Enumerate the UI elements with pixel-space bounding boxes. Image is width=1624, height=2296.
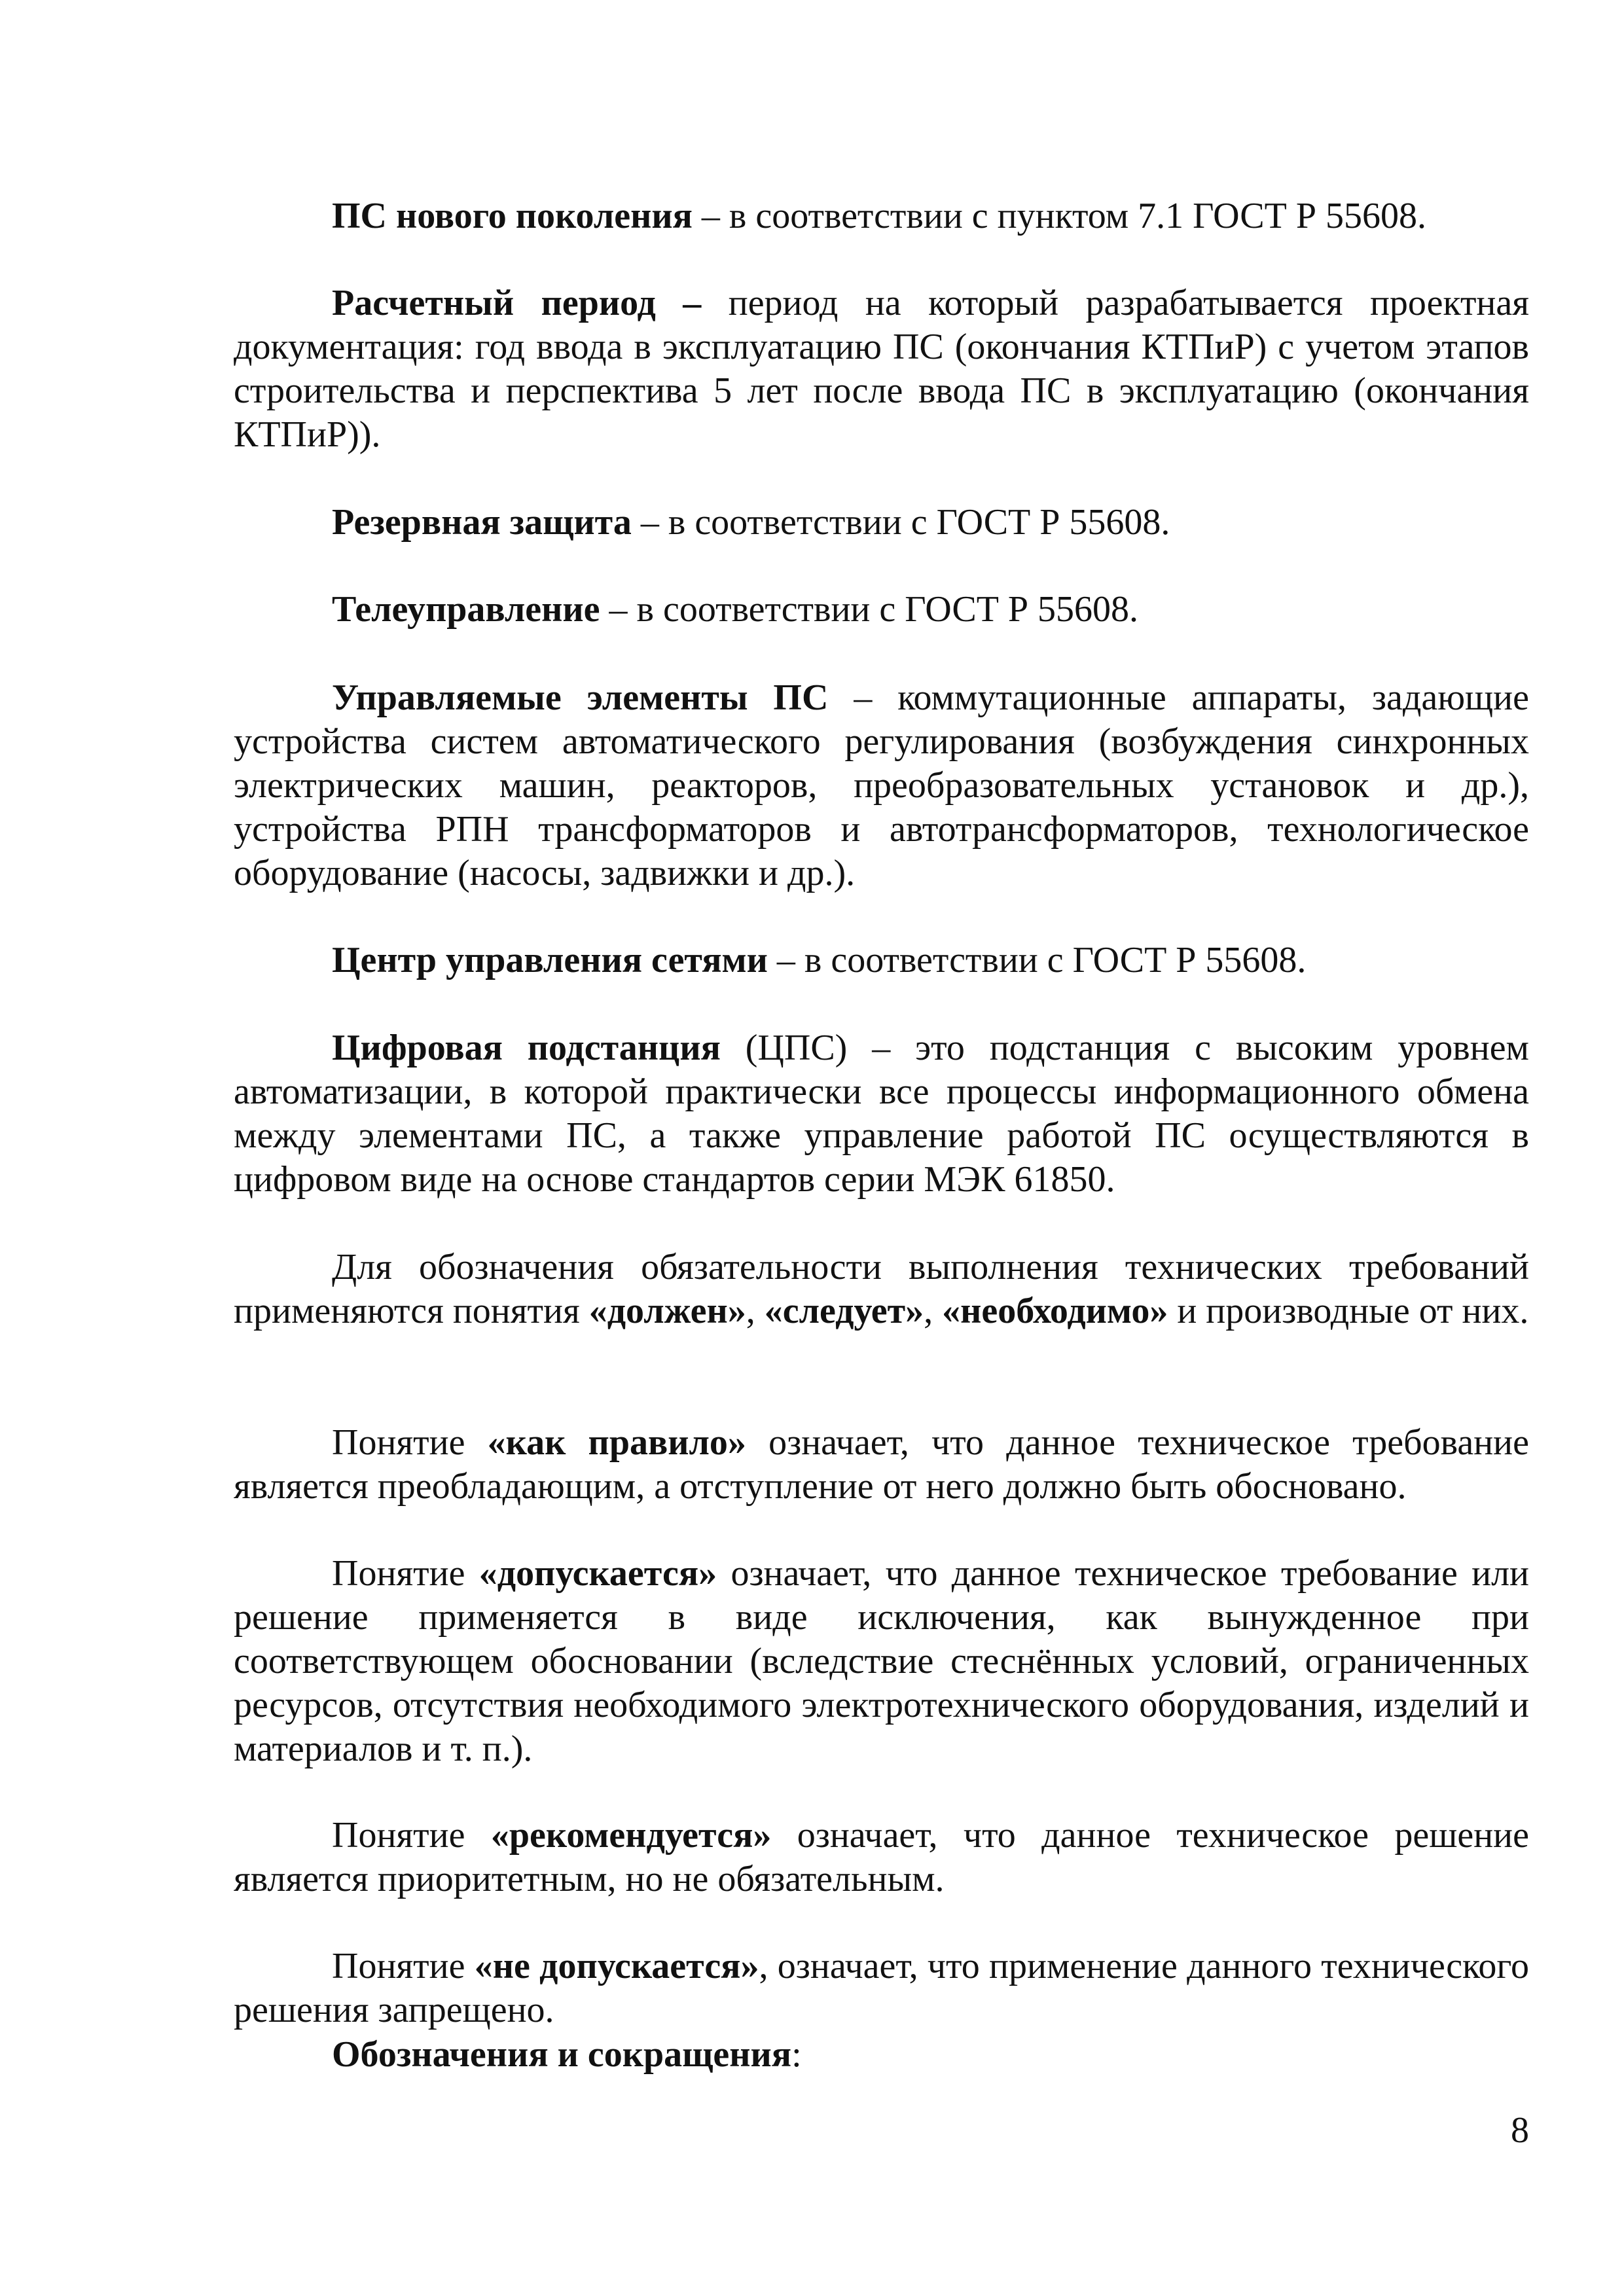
definition-text: – в соответствии с пунктом 7.1 ГОСТ Р 55608. (692, 196, 1426, 236)
paragraph-lead: Понятие (332, 1946, 475, 1986)
definition-telecontrol (234, 588, 1529, 632)
paragraph-text: Для обозначения обязательности выполнения технических требований применяются понятия (234, 1247, 1529, 1331)
paragraph-lead: Понятие (332, 1815, 491, 1856)
definition-backup-protection (234, 501, 1529, 545)
heading-colon: : (791, 2034, 802, 2075)
definition-text: период на который разрабатывается проектная документация: год ввода в эксплуатацию ПС (окончания КТПиР) с учетом этапов строительства и перспектива 5 лет после ввода ПС в эксплуатацию (окончания КТПиР)). (234, 283, 1529, 455)
separator: , (924, 1291, 943, 1331)
term-telecontrol: Телеуправление (332, 589, 600, 630)
term-should: «следует» (764, 1291, 924, 1331)
heading-abbreviations: Обозначения и сокращения (332, 2034, 792, 2075)
paragraph-lead: Понятие (332, 1422, 488, 1463)
paragraph-not-allowed (234, 1945, 1529, 2032)
paragraph-text: и производные от них. (1168, 1291, 1529, 1331)
definition-controlled-elements (234, 676, 1529, 895)
page-number: 8 (1511, 2110, 1529, 2151)
paragraph-text: означает, что данное техническое требование является преобладающим, а отступление от него должно быть обосновано. (234, 1422, 1529, 1507)
definition-text: – в соответствии с ГОСТ Р 55608. (767, 940, 1307, 980)
paragraph-as-a-rule (234, 1421, 1529, 1509)
definition-calc-period (234, 281, 1529, 457)
paragraph-text: означает, что данное техническое требование или решение применяется в виде исключения, как вынужденное при соответствующем обосновании (вследствие стеснённых условий, ограниченных ресурсов, отсутствия необходимого электротехнического оборудования, изделий и материалов и т. п.). (234, 1553, 1529, 1769)
term-digital-substation: Цифровая подстанция (332, 1028, 721, 1068)
term-ps-new-generation: ПС нового поколения (332, 196, 693, 236)
term-controlled-elements: Управляемые элементы ПС (332, 677, 829, 718)
term-calc-period: Расчетный период – (332, 283, 702, 323)
definition-digital-substation (234, 1026, 1529, 1202)
paragraph-lead: Понятие (332, 1553, 479, 1594)
term-necessary: «необходимо» (942, 1291, 1168, 1331)
term-must: «должен» (588, 1291, 746, 1331)
separator: , (746, 1291, 765, 1331)
term-network-control-center: Центр управления сетями (332, 940, 768, 980)
definition-network-control-center (234, 939, 1529, 982)
term-as-a-rule: «как правило» (487, 1422, 746, 1463)
definition-text: – коммутационные аппараты, задающие устройства систем автоматического регулирования (возбуждения синхронных электрических машин, реакторов, преобразовательных установок и др.), устройства РПН трансформаторов и автотрансформаторов, технологическое оборудование (насосы, задвижки и др.). (234, 677, 1530, 893)
term-not-allowed: «не допускается» (474, 1946, 759, 1986)
section-heading-abbreviations (234, 2033, 1529, 2077)
paragraph-recommended (234, 1814, 1529, 1901)
term-allowed: «допускается» (478, 1553, 717, 1594)
definition-text: (ЦПС) – это подстанция с высоким уровнем автоматизации, в которой практически все процессы информационного обмена между элементами ПС, а также управление работой ПС осуществляются в цифровом виде на основе стандартов серии МЭК 61850. (234, 1028, 1529, 1200)
definition-ps-new-generation (234, 194, 1529, 238)
paragraph-text: означает, что данное техническое решение является приоритетным, но не обязательным. (234, 1815, 1530, 1899)
definition-text: – в соответствии с ГОСТ Р 55608. (631, 502, 1170, 543)
paragraph-allowed (234, 1552, 1529, 1771)
term-backup-protection: Резервная защита (332, 502, 632, 543)
paragraph-obligation-terms (234, 1246, 1529, 1333)
term-recommended: «рекомендуется» (490, 1815, 772, 1856)
paragraph-text: , означает, что применение данного технического решения запрещено. (234, 1946, 1529, 2030)
definition-text: – в соответствии с ГОСТ Р 55608. (600, 589, 1139, 630)
